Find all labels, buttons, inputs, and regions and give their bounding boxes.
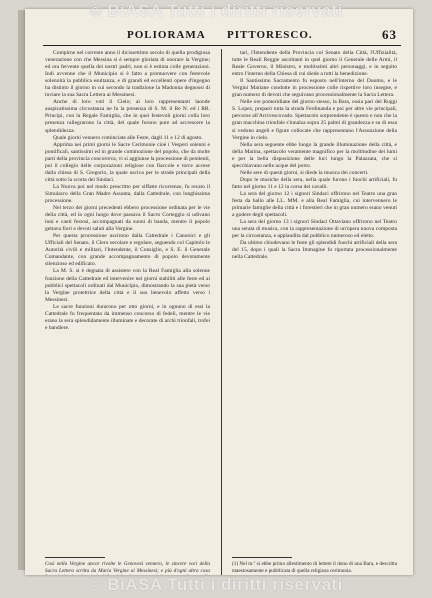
footnote-rule-right xyxy=(232,557,292,558)
paragraph: Nelle sere di questi giorni, si diede la musica dei concerti. xyxy=(240,169,369,176)
column-divider xyxy=(221,49,222,575)
watermark-bottom: © BiASA Tutti i diritti riservati xyxy=(89,575,343,594)
paragraph: Nella sera seguente ebbe luogo la grande illuminazione della città, e della Marina, spettacolo veramente magnifico per la moltitudine dei lumi e per la bella disposizione delle luci lungo la Palazzata, che si specchiavano nelle acque del porto. xyxy=(232,141,397,169)
paragraph: Apprima nei primi giorni le Sacre Cerimonie cioè i Vesperi solenni e pontificali, santissimi ed in grande commozione del popolo, che da molte parti della provincia concorreva, vi si aggiunse la processione di penitenti, poi il collegio delle corporazioni religiose con fiaccole e torce accese dalla chiesa di S. Gregorio, la quale usciva per le strade principali della città sotto la scorta dei Sindaci. xyxy=(45,141,210,183)
paragraph: Nelle ore pomeridiane del giorno stesso, la Bara, ossia pari del Ruggi S. Lopez, preparò tutta la strada Ferdinanda e poi per altre vie principali, percorse all'Arcivescovado. Spettacolo sorprendente è questo e non che la gran macchina trionfale s'innalza sopra 25 palmi di grandezza e su di essa si vedono angeli e figure collocate che rappresentano l'Assunzione della Vergine in cielo. xyxy=(232,99,397,141)
paragraph: Dopo le musiche della sera, nella quale furono i fuochi artificiali, fu fatto nel giorno 11 e 12 la corsa dei cavalli. xyxy=(232,176,397,190)
left-column xyxy=(45,50,210,550)
paragraph: Le sacre funzioni durarono per otto giorni, e in ognuno di essi la Cattedrale fu frequentata da immenso concorso di fedeli, mentre le vie erano la sera splendidamente illuminate e decorate di archi trionfali, trofei e bandiere. xyxy=(45,303,210,331)
paragraph: Anche di loro voti il Cielo; ai loro rappresentanti laonde auspicatissima circostanza ne fu la presenza di S. M. il Re N. ed i RR. Principi, con la Regale Famiglia, che in quei festevoli giorni colla loro presenza rallegrarono la città, del quale furono pure ad accrescere la splendidezza. xyxy=(45,99,210,134)
paragraph: Per questa processione uscirono dalla Cattedrale i Canonici e gli Ufficiali del Senato, il Clero secolare e regolare, seguendo col Capitolo le Autorità civili e militari, l'Intendente, il Consiglio, e S. E. il Generale Comandante, con grande accompagnamento di popolo devotamente silenzioso ed edificato. xyxy=(45,233,210,268)
paragraph: La M. S. si è degnata di assistere con la Real Famiglia alla solenne funzione della Cattedrale ed intervenire nei giorni stabiliti alle feste ed ai pubblici spettacoli ordinati dal Municipio, dimostrando la sua pietà verso la Vergine protettrice della città e il suo benevolo affetto verso i Messinesi. xyxy=(45,268,210,303)
watermark-top: © BiASA Tutti i diritti riservati xyxy=(89,1,343,20)
page-number: 63 xyxy=(382,27,397,42)
footnote-right: (1) Nel m.º si ebbe primo allestimento di lettere il dono di una Bara, e descritta maestosamente e pubblicata di quella religiosa cerimonia. xyxy=(232,561,397,574)
page-binding-edge xyxy=(18,10,25,570)
right-column xyxy=(232,50,397,550)
paragraph: Quale giorni vennero cominciate alle Feste, dagli 11 e 12 di agosto. xyxy=(53,134,203,141)
footnote-rule-left xyxy=(45,557,105,558)
running-header xyxy=(47,29,397,43)
document-page xyxy=(25,9,413,575)
paragraph: Da ultimo chiudevano le feste gli splendidi fuochi artificiali della sera del 15, dopo i quali la Sacra Immagine fu riportata processionalmente nella Cattedrale. xyxy=(232,240,397,261)
paragraph: Compirne nel corrente anno il dicissettimo secolo di quella prodigiosa venerazione con che Messina si è sempre gloriata di onorare la Vergine; ed ora fervente quella dei nostri padri, non si è estinta colle generazioni. Indi avvenne che il Municipio si è fatto a promuovere con festevole solennità la pubblica esultanza, e di grandi ed eccellenti opere d'ingegno ha distinto il giorno in cui secondo la tradizione la Madonna degnossi di inviare la sua Sacra Lettera ai Messinesi. xyxy=(45,50,210,99)
header-title-left: POLIORAMA xyxy=(127,29,206,41)
paragraph: Il Santissimo Sacramento fu esposto nell'interno del Duomo, e le Vergini Mariane condotte in processione colle rispettive loro insegne, e gran numero di devoti che seguivano processionalmente la Sacra Lettera. xyxy=(232,78,397,99)
header-rule xyxy=(43,45,401,46)
header-title-right: PITTORESCO. xyxy=(227,29,313,41)
paragraph: Nel terzo dei giorni precedenti ebbero processione ordinata per le vie della città, ed in ogni luogo dove passava il Sacro Corteggio si udivano inni e canti festosi, accompagnati da suoni di banda, mentre il popolo gettava fiori e devoti saluti alla Vergine. xyxy=(45,205,210,233)
paragraph: La sera del giorno 13 i signori Sindaci Ottaviano offrirono nel Teatro una serata di musica, con la rappresentazione di un'opera nuova composta per la circostanza, e applaudita dal pubblico numeroso ed eletto. xyxy=(232,219,397,240)
paragraph: La Nuova poi nel modo prescritto per siffatte ricorrenze, fu recato il Simulacro della Gran Madre Assunta, dalla Cattedrale, con lunghissima processione. xyxy=(45,183,210,204)
paragraph: La sera del giorno 12 i signori Sindaci offrirono nel Teatro una gran festa da ballo alle LL. MM. e alla Real Famiglia, cui intervennero le primarie famiglie della città e i forestieri che in gran numero erano venuti a godere degli spettacoli. xyxy=(232,190,397,219)
footnote-left: Così nella Vergine ancor rivolte le Genovesi vennero, le sincere voci della Sacra Lettera scritta da Maria Vergine ai Messinesi; e più d'ogni altra cosa xyxy=(45,561,210,574)
paragraph: tari, l'Intendente della Provincia col Senato della Città, l'Uffizialità, tutte le Reali Reggie ascoltanti in quel giorno il Generale delle Armi, il Reale Governo, il Ministro, e moltissimi altri personaggi, e in seguito entro l'interno della Chiesa di cui diede a tutti la benedizione. xyxy=(232,50,397,78)
